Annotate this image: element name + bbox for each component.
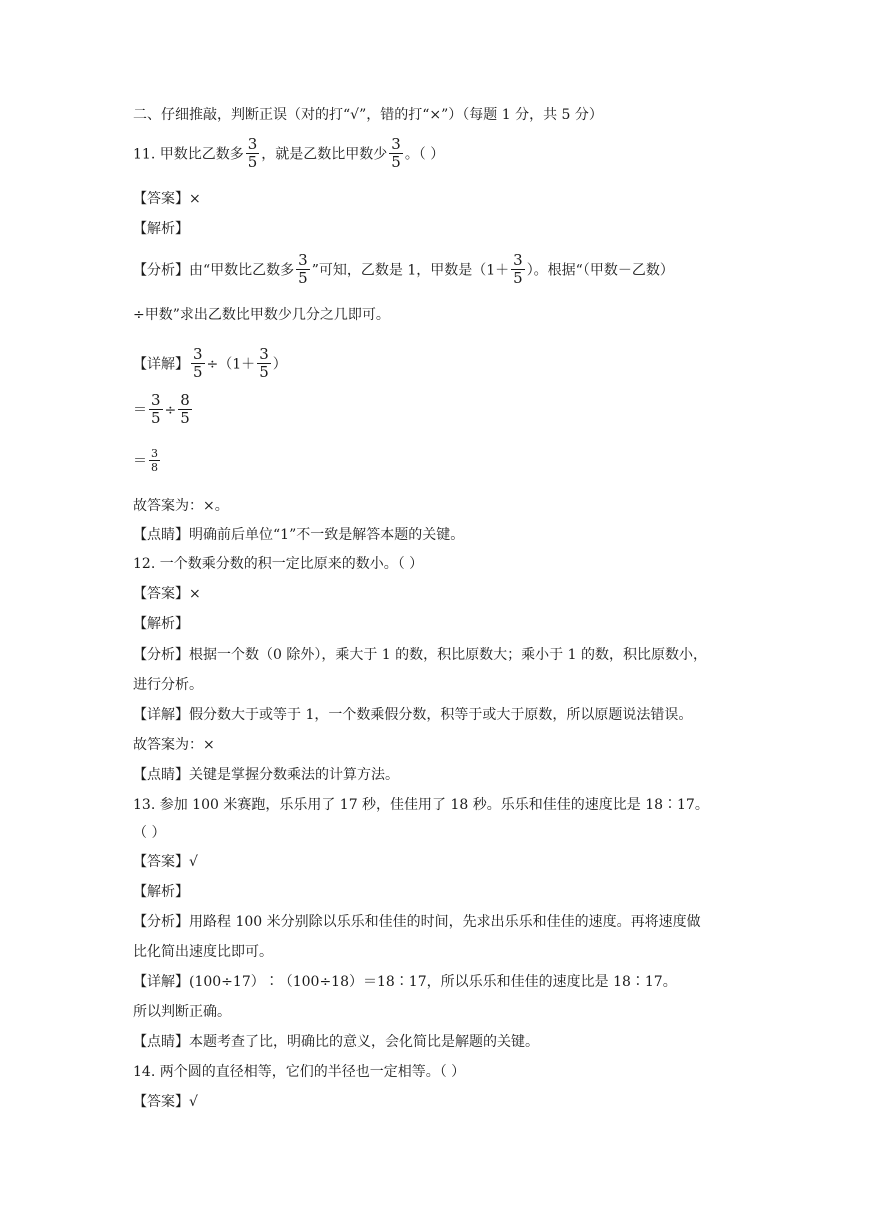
fraction-denominator: 5 (391, 153, 401, 171)
question-11-stem (133, 137, 444, 172)
q13-xiangjie: 【详解】(100÷17）∶（100÷18）＝18∶17，所以乐乐和佳佳的速度比是 18∶17。 (133, 974, 677, 990)
fraction-numerator: 3 (193, 345, 203, 363)
q12-answer: 【答案】× (133, 586, 201, 602)
q11-xiangjie-label: 【详解】 (133, 356, 189, 373)
q13-conclusion: 所以判断正确。 (133, 1004, 231, 1020)
fraction-numerator: 3 (298, 251, 308, 269)
q13-fenxi-line2: 比化简出速度比即可。 (133, 944, 273, 960)
q12-dianjing: 【点睛】关键是掌握分数乘法的计算方法。 (133, 767, 399, 783)
q12-conclusion: 故答案为：× (133, 737, 215, 753)
fraction-3-5 (511, 252, 525, 287)
fraction-denominator: 5 (513, 269, 523, 287)
fraction-3-5 (389, 136, 403, 171)
fraction-numerator: 3 (259, 345, 269, 363)
fraction-numerator: 3 (151, 391, 161, 409)
question-13-stem-line2: （ ） (133, 825, 166, 841)
q11-fenxi-part-c: ）。根据“（甲数－乙数） (526, 262, 674, 279)
q14-answer: 【答案】√ (133, 1094, 198, 1110)
equals-sign: ＝ (133, 453, 147, 470)
fraction-numerator: 8 (180, 391, 190, 409)
fraction-denominator: 5 (259, 363, 269, 381)
question-12-stem: 12. 一个数乘分数的积一定比原来的数小。（ ） (133, 556, 424, 572)
q11-equation-2 (133, 448, 162, 475)
question-13-stem-line1: 13. 参加 100 米赛跑，乐乐用了 17 秒，佳佳用了 18 秒。乐乐和佳佳的速度比是 18∶17。 (133, 797, 709, 813)
q11-equation-1 (133, 393, 194, 428)
fraction-numerator: 3 (513, 251, 523, 269)
q11-fenxi-part-a: 【分析】由“甲数比乙数多 (133, 262, 295, 279)
q11-fenxi-part-b: ”可知，乙数是 1，甲数是（1＋ (311, 262, 510, 279)
fraction-8-5 (178, 392, 192, 427)
fraction-numerator: 3 (247, 135, 258, 153)
fraction-3-5 (246, 136, 260, 171)
q11-analysis-label: 【解析】 (133, 221, 189, 237)
fraction-3-5 (149, 392, 163, 427)
fraction-denominator: 5 (247, 153, 258, 171)
fraction-numerator: 3 (391, 135, 401, 153)
q11-fenxi (133, 253, 674, 288)
q11-xiangjie-part-c: ） (272, 356, 287, 373)
q11-xiangjie (133, 347, 287, 382)
q11-stem-part-a: 11. 甲数比乙数多 (133, 146, 244, 163)
fraction-denominator: 5 (151, 409, 161, 427)
equals-sign: ＝ (133, 402, 147, 419)
q11-conclusion: 故答案为：×。 (133, 498, 229, 514)
q12-analysis-label: 【解析】 (133, 616, 189, 632)
fraction-3-5 (296, 252, 310, 287)
q13-analysis-label: 【解析】 (133, 884, 189, 900)
fraction-3-8 (149, 447, 160, 474)
fraction-denominator: 5 (193, 363, 203, 381)
q11-xiangjie-part-b: ÷（1＋ (206, 356, 256, 373)
section-heading: 二、仔细推敲，判断正误（对的打“√”，错的打“×”）（每题 1 分，共 5 分） (133, 107, 603, 123)
q12-fenxi-line2: 进行分析。 (133, 677, 203, 693)
divide-sign: ÷ (164, 402, 177, 419)
fraction-numerator: 3 (151, 447, 158, 460)
q11-fenxi-line2: ÷甲数”求出乙数比甲数少几分之几即可。 (133, 307, 390, 323)
q11-stem-part-c: 。（ ） (404, 146, 445, 163)
fraction-3-5 (191, 346, 205, 381)
question-14-stem: 14. 两个圆的直径相等，它们的半径也一定相等。（ ） (133, 1064, 466, 1080)
q13-answer: 【答案】√ (133, 854, 198, 870)
q12-xiangjie: 【详解】假分数大于或等于 1，一个数乘假分数，积等于或大于原数，所以原题说法错误。 (133, 707, 693, 723)
fraction-3-5 (257, 346, 271, 381)
fraction-denominator: 5 (180, 409, 190, 427)
q11-answer: 【答案】× (133, 191, 201, 207)
q13-fenxi-line1: 【分析】用路程 100 米分别除以乐乐和佳佳的时间，先求出乐乐和佳佳的速度。再将速度做 (133, 914, 701, 930)
q11-stem-part-b: ，就是乙数比甲数少 (261, 146, 388, 163)
fraction-denominator: 5 (298, 269, 308, 287)
q12-fenxi-line1: 【分析】根据一个数（0 除外），乘大于 1 的数，积比原数大；乘小于 1 的数，积比原数小， (133, 647, 707, 663)
q13-dianjing: 【点睛】本题考查了比，明确比的意义，会化简比是解题的关键。 (133, 1034, 539, 1050)
q11-dianjing: 【点睛】明确前后单位“1”不一致是解答本题的关键。 (133, 527, 465, 543)
fraction-denominator: 8 (151, 461, 158, 474)
